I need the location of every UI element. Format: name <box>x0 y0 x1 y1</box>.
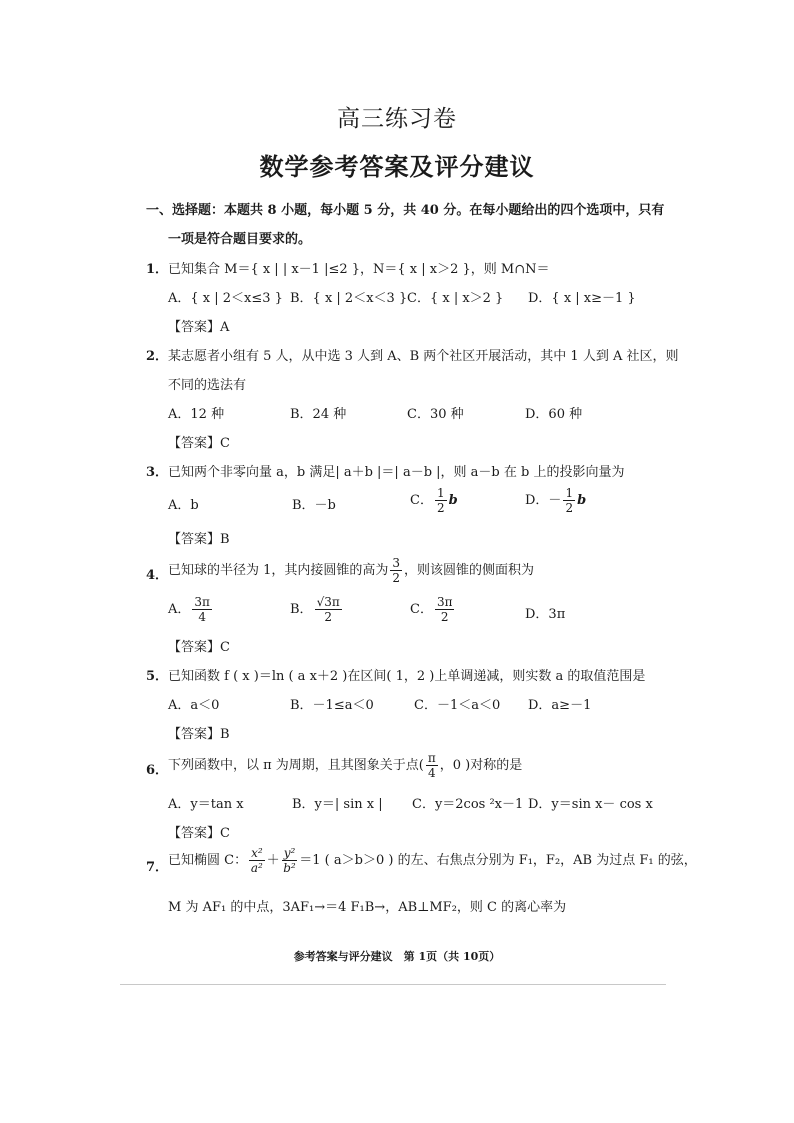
question-number: 2． <box>146 349 169 364</box>
option-d-fraction <box>563 487 575 514</box>
fraction-denominator: 2 <box>436 501 445 515</box>
option-a: A．{ x | 2＜x≤3 } <box>168 291 283 306</box>
question-text-after: ＝1 ( a＞b＞0 ) 的左、右焦点分别为 F₁，F₂，AB 为过点 F₁ 的弦， <box>299 853 697 868</box>
fraction-denominator: 4 <box>428 766 436 780</box>
fraction-denominator: b² <box>283 861 296 875</box>
fraction-denominator: 2 <box>565 501 574 515</box>
question-text: 已知函数 f ( x )＝ln ( a x＋2 )在区间( 1，2 )上单调递减，则实数 a 的取值范围是 <box>168 669 646 684</box>
question-fraction <box>426 752 438 779</box>
fraction-denominator: a² <box>250 861 263 875</box>
option-b: B．－1≤a＜0 <box>290 698 374 713</box>
option-c <box>410 487 458 514</box>
option-a-fraction <box>192 596 212 623</box>
question-text-continued: 不同的选法有 <box>168 378 247 393</box>
fraction-denominator: 2 <box>440 610 449 624</box>
option-d: D．{ x | x≥－1 } <box>528 291 636 306</box>
vector-b: b <box>448 493 458 508</box>
option-b: B．－b <box>292 498 336 513</box>
question-number: 1． <box>146 262 169 277</box>
option-c-fraction <box>435 596 455 623</box>
fraction-numerator: √3π <box>316 595 340 609</box>
option-b: B．{ x | 2＜x＜3 } <box>290 291 408 306</box>
option-d: D．y＝sin x－ cos x <box>528 797 653 812</box>
option-a: A．a＜0 <box>168 698 220 713</box>
option-c-label: C． <box>410 493 433 508</box>
answer: 【答案】C <box>168 826 230 841</box>
option-a: A．b <box>168 498 199 513</box>
option-d: D．3π <box>525 607 566 622</box>
question-number: 5． <box>146 669 169 684</box>
vector-b: b <box>577 493 587 508</box>
fraction-denominator: 2 <box>392 571 401 585</box>
fraction-numerator: π <box>427 751 436 765</box>
question-number: 4． <box>146 568 169 583</box>
option-d: D．a≥－1 <box>528 698 592 713</box>
page-footer: 参考答案与评分建议 第 1页（共 10页） <box>293 950 501 963</box>
fraction-numerator: 3π <box>436 595 453 609</box>
option-d <box>525 487 586 514</box>
option-b <box>290 596 344 623</box>
answer: 【答案】C <box>168 640 230 655</box>
question-text-after: ，0 )对称的是 <box>439 758 523 773</box>
option-b: B．y＝| sin x | <box>292 797 383 812</box>
option-a-label: A． <box>168 602 191 617</box>
answer: 【答案】C <box>168 436 230 451</box>
question-text: 某志愿者小组有 5 人，从中选 3 人到 A、B 两个社区开展活动，其中 1 人到 A 社区，则 <box>168 349 679 364</box>
answer: 【答案】A <box>168 320 230 335</box>
fraction-numerator: x² <box>251 846 263 860</box>
option-b-label: B． <box>290 602 313 617</box>
question-number: 6． <box>146 763 169 778</box>
question-text: 已知两个非零向量 a，b 满足| a＋b |＝| a－b |，则 a－b 在 b 上的投影向量为 <box>168 465 625 480</box>
option-b-fraction <box>315 596 342 623</box>
fraction-denominator: 2 <box>324 610 332 624</box>
fraction-numerator: 1 <box>436 486 445 500</box>
question-text-continued: M 为 AF₁ 的中点，3AF₁→＝4 F₁B→，AB⊥MF₂，则 C 的离心率为 <box>168 900 567 915</box>
page-subtitle: 数学参考答案及评分建议 <box>259 152 535 181</box>
footer-divider <box>120 984 666 985</box>
option-c: C．－1＜a＜0 <box>414 698 501 713</box>
fraction-numerator: 3π <box>194 595 210 609</box>
option-a: A．12 种 <box>168 407 225 422</box>
question-text-after: ，则该圆锥的侧面积为 <box>404 563 535 578</box>
question-text-before: 下列函数中，以 π 为周期，且其图象关于点( <box>168 758 424 773</box>
fraction-numerator: 3 <box>392 556 401 570</box>
question-number: 7． <box>146 860 169 875</box>
option-c-fraction <box>435 487 447 514</box>
question-text-before: 已知球的半径为 1，其内接圆锥的高为 <box>168 563 389 578</box>
question-text <box>168 752 522 779</box>
option-c: C．y＝2cos ²x－1 <box>412 797 524 812</box>
question-number: 3． <box>146 465 169 480</box>
option-c: C．30 种 <box>407 407 464 422</box>
option-d: D．60 种 <box>525 407 583 422</box>
option-a: A．y＝tan x <box>168 797 244 812</box>
page-title: 高三练习卷 <box>337 106 457 132</box>
fraction-denominator: 4 <box>198 610 206 624</box>
option-c-label: C． <box>410 602 433 617</box>
question-text: 已知集合 M＝{ x | | x－1 |≤2 }，N＝{ x | x＞2 }，则 M∩N＝ <box>168 262 550 277</box>
question-text <box>168 557 534 584</box>
question-text-before: 已知椭圆 C： <box>168 853 248 868</box>
option-c: C．{ x | x＞2 } <box>407 291 504 306</box>
ellipse-y-term <box>282 847 298 874</box>
question-fraction <box>390 557 402 584</box>
section-heading-line2: 一项是符合题目要求的。 <box>168 232 312 247</box>
answer: 【答案】B <box>168 727 230 742</box>
option-c <box>410 596 456 623</box>
option-a <box>168 596 214 623</box>
fraction-numerator: y² <box>283 846 296 860</box>
question-text <box>168 847 697 874</box>
fraction-numerator: 1 <box>565 486 574 500</box>
option-b: B．24 种 <box>290 407 347 422</box>
ellipse-x-term <box>249 847 265 874</box>
plus-sign: ＋ <box>266 853 280 868</box>
section-heading-line1: 一、选择题：本题共 8 小题，每小题 5 分，共 40 分。在每小题给出的四个选项中，只有 <box>146 203 665 218</box>
option-d-label: D．－ <box>525 493 562 508</box>
answer: 【答案】B <box>168 532 230 547</box>
